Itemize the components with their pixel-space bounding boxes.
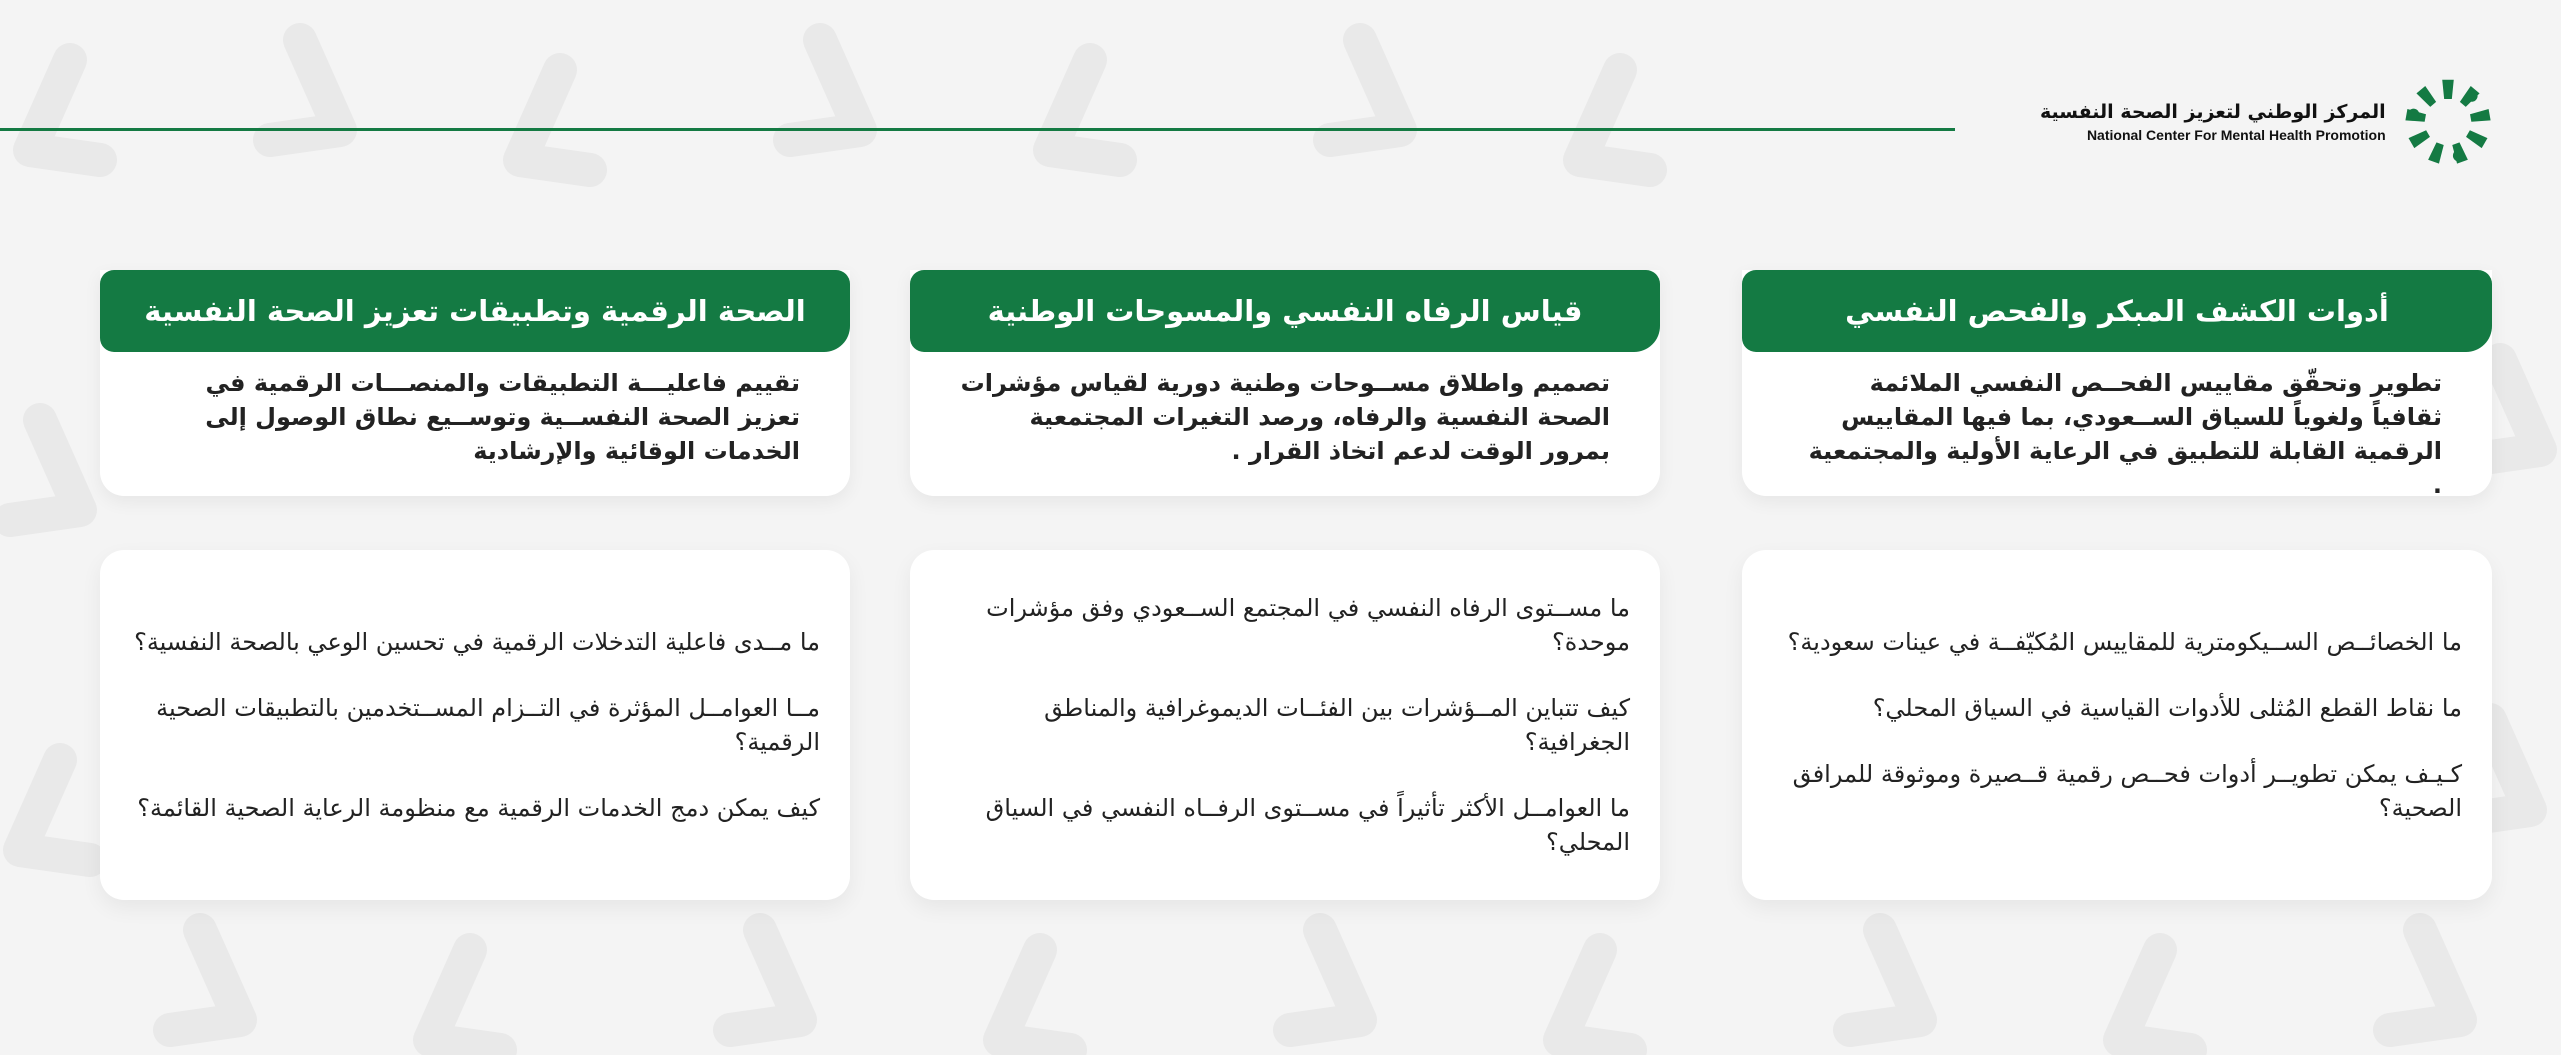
research-question: كيف يمكن دمج الخدمات الرقمية مع منظومة الرعاية الصحية القائمة؟	[137, 794, 820, 822]
topic-title-tab	[910, 270, 1660, 352]
research-question: ما العوامــل الأكثر تأثيراً في مســتوى الرفــاه النفسي في السياق المحلي؟	[985, 794, 1630, 856]
topic-title: قياس الرفاه النفسي والمسوحات الوطنية	[987, 294, 1583, 328]
questions-card	[100, 550, 850, 900]
topic-title: الصحة الرقمية وتطبيقات تعزيز الصحة النفسية	[144, 294, 806, 328]
research-question: مــا العوامــل المؤثرة في التــزام المســتخدمين بالتطبيقات الصحية الرقمية؟	[156, 694, 820, 756]
header-divider-line	[0, 128, 1955, 131]
topic-title: أدوات الكشف المبكر والفحص النفسي	[1845, 294, 2389, 328]
questions-card	[910, 550, 1660, 900]
logo-arabic-name: المركز الوطني لتعزيز الصحة النفسية	[2040, 101, 2386, 123]
topic-card	[100, 270, 850, 496]
research-question: كـيـف يمكن تطويــر أدوات فحــص رقمية قــصيرة وموثوقة للمرافق الصحية؟	[1792, 760, 2462, 822]
topic-description: تطوير وتحقّق مقاييس الفحــص النفسي الملائمة ثقافياً ولغوياً للسياق الســعودي، بما فيها المقاييس الرقمية القابلة للتطبيق في الرعاية الأولية والمجتمعية .	[1808, 369, 2442, 499]
topic-description: تصميم واطلاق مســوحات وطنية دورية لقياس مؤشرات الصحة النفسية والرفاه، ورصد التغيرات المجتمعية بمرور الوقت لدعم اتخاذ القرار .	[960, 369, 1610, 465]
topic-card	[910, 270, 1660, 496]
research-question: ما مــدى فاعلية التدخلات الرقمية في تحسين الوعي بالصحة النفسية؟	[134, 628, 820, 656]
logo-mark-icon	[2400, 74, 2496, 170]
questions-card	[1742, 550, 2492, 900]
center-logo	[2040, 72, 2480, 172]
research-question: كيف تتباين المــؤشرات بين الفئــات الديموغرافية والمناطق الجغرافية؟	[1044, 694, 1630, 756]
topic-description: تقييم فاعليـــة التطبيقات والمنصـــات الرقمية في تعزيز الصحة النفســية وتوســيع نطاق الوصول إلى الخدمات الوقائية والإرشادية	[205, 369, 800, 465]
research-question: ما مســتوى الرفاه النفسي في المجتمع الســعودي وفق مؤشرات موحدة؟	[986, 594, 1630, 656]
topic-title-tab	[1742, 270, 2492, 352]
research-question: ما نقاط القطع المُثلى للأدوات القياسية في السياق المحلي؟	[1872, 694, 2462, 722]
logo-text	[2040, 101, 2386, 143]
logo-english-name: National Center For Mental Health Promotion	[2086, 127, 2386, 143]
topic-card	[1742, 270, 2492, 499]
research-question: ما الخصائــص الســيكومترية للمقاييس المُكيّفــة في عينات سعودية؟	[1787, 628, 2462, 656]
topic-title-tab	[100, 270, 850, 352]
